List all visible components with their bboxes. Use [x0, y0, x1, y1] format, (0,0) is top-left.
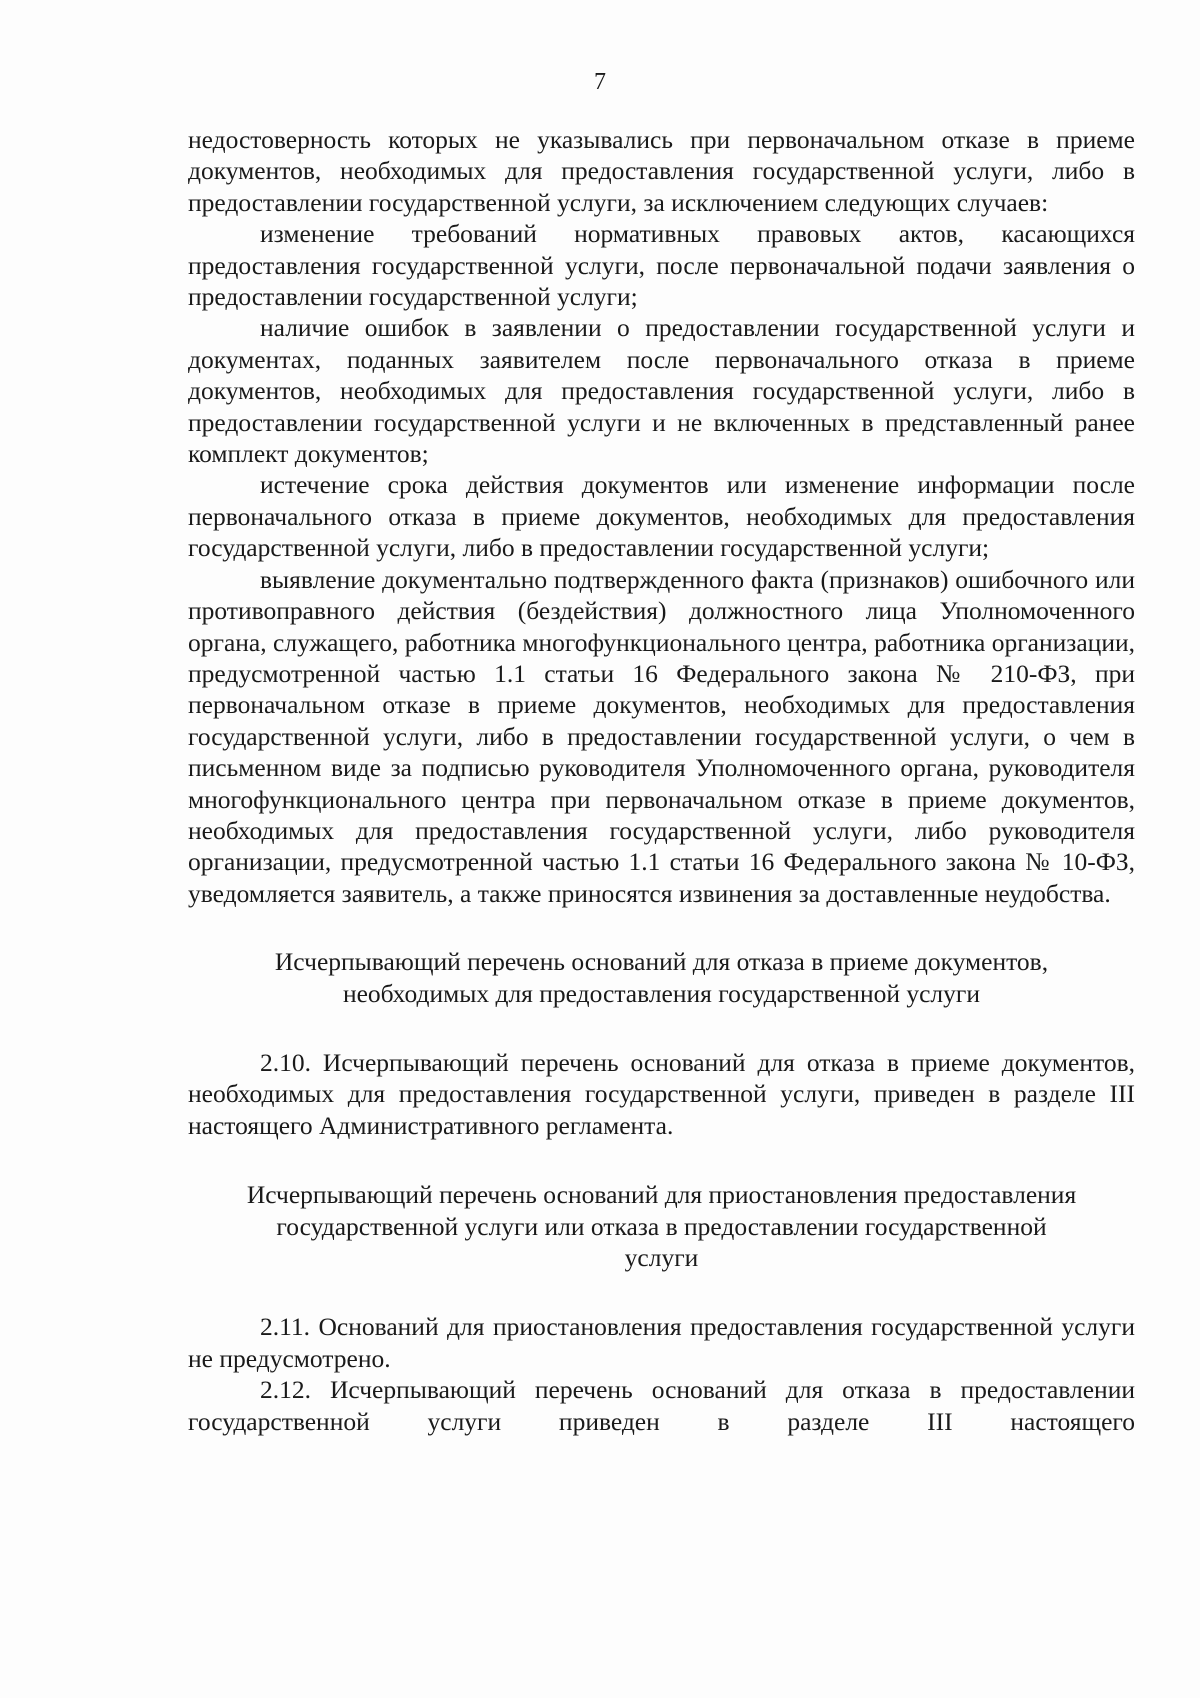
list-item-application-errors: наличие ошибок в заявлении о предоставлении государственной услуги и документах, поданных заявителем после первоначального отказа в приеме документов, необходимых для предоставления государственной услуги, либо в предоставлении государственной услуги и не включенных в представленный ранее комплект документов;: [188, 313, 1135, 469]
document-body: [188, 124, 1135, 1437]
heading-line: Исчерпывающий перечень оснований для отказа в приеме документов,: [274, 947, 1049, 977]
list-item-official-error: выявление документально подтвержденного факта (признаков) ошибочного или противоправного действия (бездействия) должностного лица Уполномоченного органа, служащего, работника многофункционального центра, работника организации, предусмотренной частью 1.1 статьи 16 Федерального закона № 210-ФЗ, при первоначальном отказе в приеме документов, необходимых для предоставления государственной услуги, либо в предоставлении государственной услуги, о чем в письменном виде за подписью руководителя Уполномоченного органа, руководителя многофункционального центра при первоначальном отказе в приеме документов, необходимых для предоставления государственной услуги, либо руководителя организации, предусмотренной частью 1.1 статьи 16 Федерального закона № 10-ФЗ, уведомляется заявитель, а также приносятся извинения за доставленные неудобства.: [188, 564, 1135, 908]
heading-line: государственной услуги или отказа в предоставлении государственной: [276, 1211, 1047, 1241]
section-heading-suspension-grounds: [188, 1179, 1135, 1273]
paragraph-2-12: 2.12. Исчерпывающий перечень оснований для отказа в предоставлении государственной услуги приведен в разделе III настоящего: [188, 1375, 1135, 1436]
heading-line: Исчерпывающий перечень оснований для приостановления предоставления: [246, 1180, 1077, 1210]
heading-line: необходимых для предоставления государственной услуги: [342, 978, 981, 1008]
list-item-requirements-change: изменение требований нормативных правовых актов, касающихся предоставления государственной услуги, после первоначальной подачи заявления о предоставлении государственной услуги;: [188, 219, 1135, 312]
page-number: 7: [594, 69, 606, 95]
paragraph-2-11: 2.11. Оснований для приостановления предоставления государственной услуги не предусмотрено.: [188, 1312, 1135, 1373]
paragraph-continuation: недостоверность которых не указывались при первоначальном отказе в приеме документов, необходимых для предоставления государственной услуги, либо в предоставлении государственной услуги, за исключением следующих случаев:: [188, 125, 1135, 217]
list-item-document-expiry: истечение срока действия документов или изменение информации после первоначального отказа в приеме документов, необходимых для предоставления государственной услуги, либо в предоставлении государственной услуги;: [188, 470, 1135, 563]
paragraph-2-10: 2.10. Исчерпывающий перечень оснований для отказа в приеме документов, необходимых для предоставления государственной услуги, приведен в разделе III настоящего Административного регламента.: [188, 1047, 1135, 1140]
heading-line: услуги: [624, 1243, 699, 1272]
section-heading-refusal-grounds: [188, 946, 1135, 1009]
